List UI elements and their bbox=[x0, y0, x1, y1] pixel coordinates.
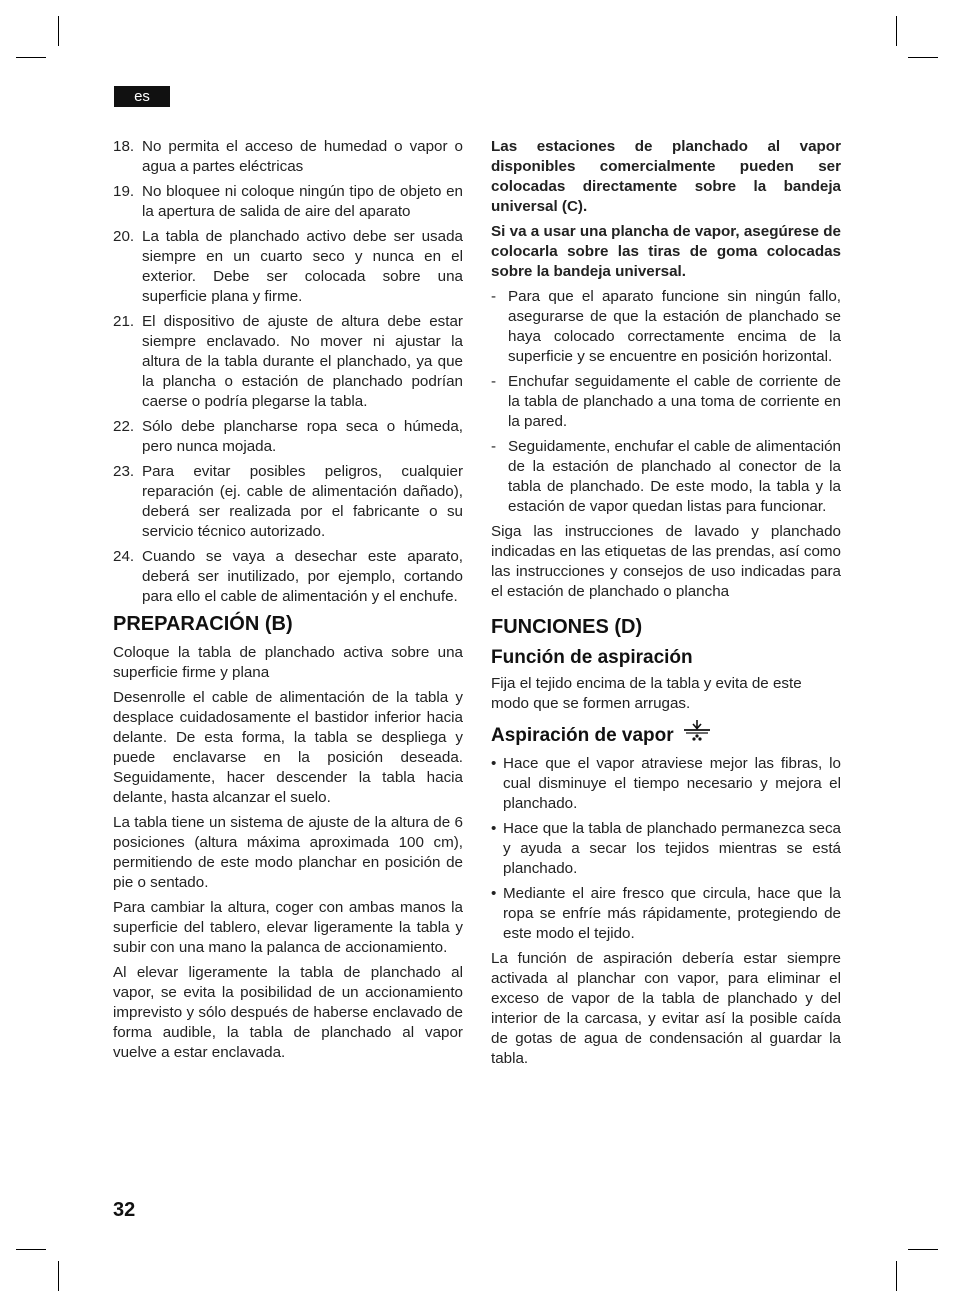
item-text: Hace que la tabla de planchado permanezca seca y ayuda a secar los tejidos mientras se está planchado. bbox=[503, 820, 841, 877]
crop-mark bbox=[16, 57, 46, 58]
bullet-marker: • bbox=[491, 755, 497, 772]
list-item bbox=[491, 819, 841, 879]
right-column bbox=[491, 137, 841, 1074]
list-item bbox=[113, 417, 463, 457]
list-item bbox=[113, 547, 463, 607]
item-number: 19. bbox=[113, 183, 135, 200]
list-item bbox=[113, 137, 463, 177]
paragraph: Al elevar ligeramente la tabla de planchado al vapor, se evita la posibilidad de un accionamiento imprevisto y sólo después de haberse enclavado de forma audible, la tabla de planchado al vapor vuelve a estar enclavada. bbox=[113, 964, 463, 1061]
list-item bbox=[491, 884, 841, 944]
crop-mark bbox=[58, 16, 59, 46]
language-tag: es bbox=[114, 86, 170, 107]
item-text: La tabla de planchado activo debe ser usada siempre en un cuarto seco y nunca en el exterior. Debe ser colocada sobre una superficie plana y firme. bbox=[142, 228, 463, 305]
item-text: Para evitar posibles peligros, cualquier reparación (ej. cable de alimentación dañado), deberá ser realizada por el fabricante o su servicio técnico autorizado. bbox=[142, 463, 463, 540]
safety-list bbox=[113, 137, 463, 607]
list-item bbox=[113, 312, 463, 412]
left-column bbox=[113, 137, 463, 1068]
item-text: Sólo debe plancharse ropa seca o húmeda, pero nunca mojada. bbox=[142, 418, 463, 455]
paragraph: Desenrolle el cable de alimentación de la tabla y desplace cuidadosamente el bastidor inferior hacia delante. De esta forma, la tabla se despliega y puede enclavarse en la posición deseada. Seguidamente, hacer descender la tabla hacia delante, hasta alcanzar el suelo. bbox=[113, 689, 463, 806]
item-text: Enchufar seguidamente el cable de corriente de la tabla de planchado a una toma de corriente en la pared. bbox=[508, 373, 841, 430]
item-text: No permita el acceso de humedad o vapor o agua a partes eléctricas bbox=[142, 138, 463, 175]
steam-suction-icon bbox=[682, 719, 712, 750]
page-number: 32 bbox=[113, 1199, 136, 1221]
list-item bbox=[113, 462, 463, 542]
item-text: No bloquee ni coloque ningún tipo de objeto en la apertura de salida de aire del aparato bbox=[142, 183, 463, 220]
paragraph: Fija el tejido encima de la tabla y evita de este modo que se formen arrugas. bbox=[491, 675, 802, 712]
item-number: 24. bbox=[113, 548, 135, 565]
subheading-text: Aspiración de vapor bbox=[491, 725, 674, 746]
bold-note: Si va a usar una plancha de vapor, asegúrese de colocarla sobre las tiras de goma colocadas sobre la bandeja universal. bbox=[491, 223, 841, 280]
setup-steps bbox=[491, 287, 841, 517]
list-item bbox=[491, 437, 841, 517]
list-item bbox=[491, 287, 841, 367]
item-text: Para que el aparato funcione sin ningún fallo, asegurarse de que la estación de planchado se haya colocado correctamente encima de la superficie y se encuentre en posición horizontal. bbox=[508, 288, 841, 365]
crop-mark bbox=[896, 1261, 897, 1291]
list-item bbox=[113, 227, 463, 307]
item-text: Hace que el vapor atraviese mejor las fibras, lo cual disminuye el tiempo necesario y mejora el planchado. bbox=[503, 755, 841, 812]
crop-mark bbox=[896, 16, 897, 46]
item-text: Cuando se vaya a desechar este aparato, deberá ser inutilizado, por ejemplo, cortando para ello el cable de alimentación y el enchufe. bbox=[142, 548, 463, 605]
item-text: Seguidamente, enchufar el cable de alimentación de la estación de planchado al conector de la tabla de planchado. De este modo, la tabla y la estación de vapor quedan listas para funcionar. bbox=[508, 438, 841, 515]
subheading-aspiracion: Función de aspiración bbox=[491, 647, 693, 668]
steam-benefits bbox=[491, 754, 841, 944]
crop-mark bbox=[908, 57, 938, 58]
bullet-marker: • bbox=[491, 885, 497, 902]
list-item bbox=[113, 182, 463, 222]
item-number: 20. bbox=[113, 228, 135, 245]
crop-mark bbox=[16, 1249, 46, 1250]
bullet-marker: • bbox=[491, 820, 497, 837]
paragraph: La tabla tiene un sistema de ajuste de la altura de 6 posiciones (altura máxima aproximada 100 cm), permitiendo de este modo planchar en posición de pie o sentado. bbox=[113, 814, 463, 891]
paragraph: Siga las instrucciones de lavado y planchado indicadas en las etiquetas de las prendas, así como las instrucciones y consejos de uso indicadas para el estación de planchado o plancha bbox=[491, 523, 841, 600]
bold-note: Las estaciones de planchado al vapor disponibles comercialmente pueden ser colocadas directamente sobre la bandeja universal (C). bbox=[491, 138, 841, 215]
crop-mark bbox=[908, 1249, 938, 1250]
item-number: 18. bbox=[113, 138, 135, 155]
item-number: 22. bbox=[113, 418, 135, 435]
list-item bbox=[491, 372, 841, 432]
paragraph: Para cambiar la altura, coger con ambas manos la superficie del tablero, elevar ligeramente la tabla y subir con una mano la palanca de accionamiento. bbox=[113, 899, 463, 956]
dash-marker: - bbox=[491, 288, 497, 305]
item-text: Mediante el aire fresco que circula, hace que la ropa se enfríe más rápidamente, protegiendo de este modo el tejido. bbox=[503, 885, 841, 942]
section-heading-funciones: FUNCIONES (D) bbox=[491, 616, 643, 638]
section-heading-preparacion: PREPARACIÓN (B) bbox=[113, 613, 293, 635]
item-text: El dispositivo de ajuste de altura debe estar siempre enclavado. No mover ni ajustar la altura de la tabla durante el planchado, ya que la plancha o estación de planchado podrían caerse o podría plegarse la tabla. bbox=[142, 313, 463, 410]
item-number: 23. bbox=[113, 463, 135, 480]
item-number: 21. bbox=[113, 313, 135, 330]
crop-mark bbox=[58, 1261, 59, 1291]
subheading-aspiracion-vapor bbox=[491, 719, 841, 750]
paragraph: La función de aspiración debería estar siempre activada al planchar con vapor, para eliminar el exceso de vapor de la tabla de planchado y del interior de la carcasa, y evitar así la posible caída de gotas de agua de condensación al guardar la tabla. bbox=[491, 950, 841, 1067]
dash-marker: - bbox=[491, 373, 497, 390]
dash-marker: - bbox=[491, 438, 497, 455]
paragraph: Coloque la tabla de planchado activa sobre una superficie firme y plana bbox=[113, 644, 463, 681]
list-item bbox=[491, 754, 841, 814]
